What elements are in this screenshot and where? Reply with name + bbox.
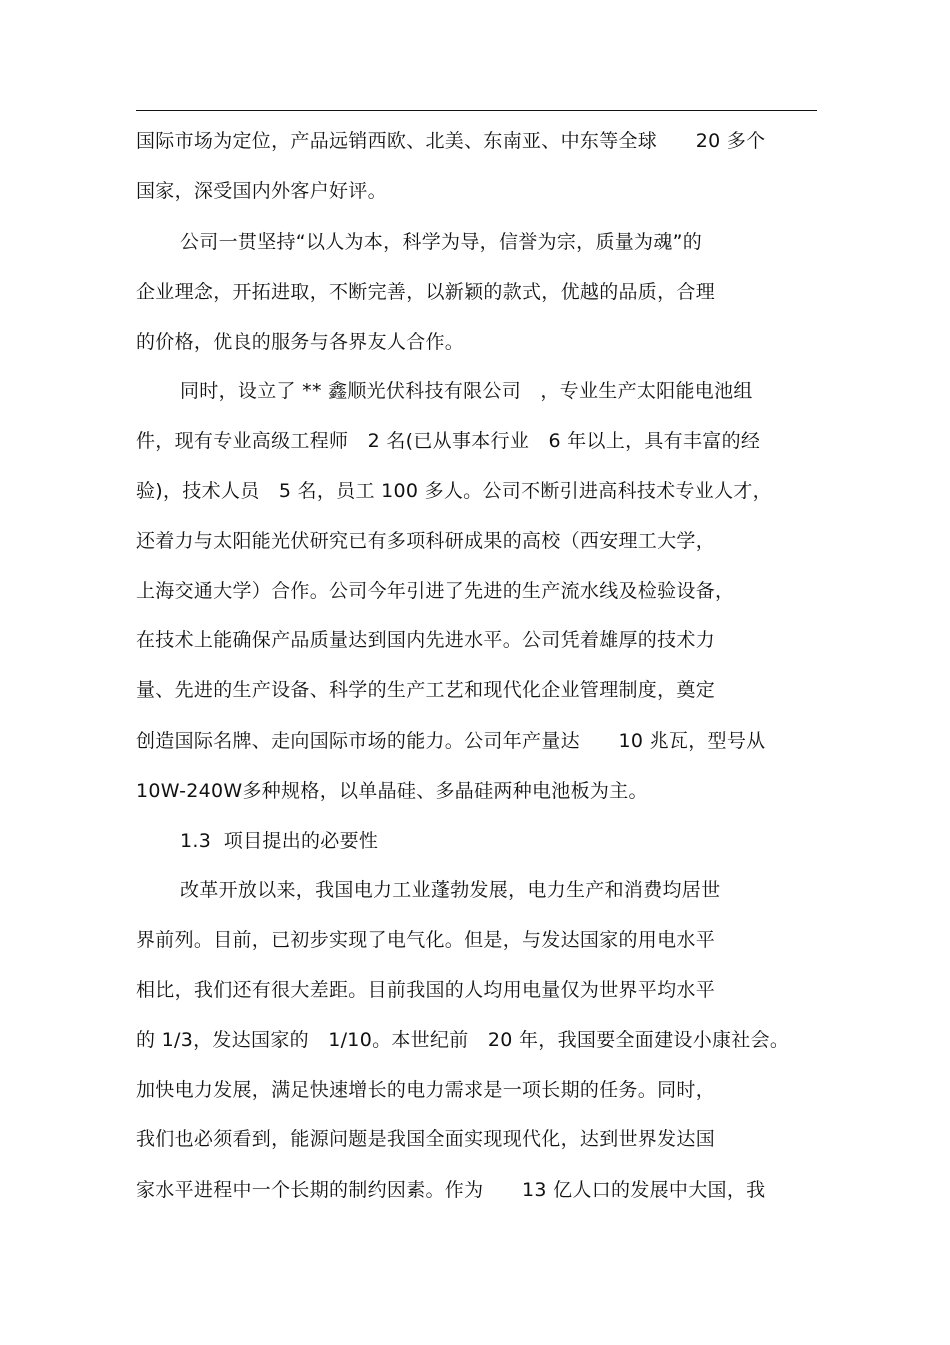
section-heading: 1.3 项目提出的必要性 [180,830,379,852]
paragraph-start-line: 同时，设立了 ** 鑫顺光伏科技有限公司 ，专业生产太阳能电池组 [180,380,753,402]
text-line: 界前列。目前，已初步实现了电气化。但是，与发达国家的用电水平 [136,929,716,951]
text-line: 10W-240W多种规格，以单晶硅、多晶硅两种电池板为主。 [136,780,648,802]
text-line: 验)，技术人员 5 名，员工 100 多人。公司不断引进高科技术专业人才， [136,480,772,502]
paragraph-start-line: 改革开放以来，我国电力工业蓬勃发展，电力生产和消费均居世 [180,879,721,901]
text-line: 件，现有专业高级工程师 2 名(已从事本行业 6 年以上，具有丰富的经 [136,430,761,452]
text-line: 上海交通大学）合作。公司今年引进了先进的生产流水线及检验设备， [136,580,735,602]
text-line: 量、先进的生产设备、科学的生产工艺和现代化企业管理制度，奠定 [136,679,716,701]
text-line: 还着力与太阳能光伏研究已有多项科研成果的高校（西安理工大学， [136,530,716,552]
text-line: 企业理念，开拓进取，不断完善，以新颖的款式，优越的品质，合理 [136,281,716,303]
text-line: 国际市场为定位，产品远销西欧、北美、东南亚、中东等全球 20 多个 [136,130,766,152]
paragraph-start-line: 公司一贯坚持“以人为本，科学为导，信誉为宗，质量为魂”的 [180,231,703,253]
text-line: 我们也必须看到，能源问题是我国全面实现现代化，达到世界发达国 [136,1128,716,1150]
header-rule [136,110,817,111]
text-line: 相比，我们还有很大差距。目前我国的人均用电量仅为世界平均水平 [136,979,716,1001]
text-line: 家水平进程中一个长期的制约因素。作为 13 亿人口的发展中大国，我 [136,1179,766,1201]
text-line: 在技术上能确保产品质量达到国内先进水平。公司凭着雄厚的技术力 [136,629,716,651]
text-line: 的 1/3，发达国家的 1/10。本世纪前 20 年，我国要全面建设小康社会。 [136,1029,790,1051]
text-line: 创造国际名牌、走向国际市场的能力。公司年产量达 10 兆瓦，型号从 [136,730,766,752]
text-line: 国家，深受国内外客户好评。 [136,180,387,202]
text-line: 加快电力发展，满足快速增长的电力需求是一项长期的任务。同时， [136,1079,716,1101]
text-line: 的价格，优良的服务与各界友人合作。 [136,331,465,353]
